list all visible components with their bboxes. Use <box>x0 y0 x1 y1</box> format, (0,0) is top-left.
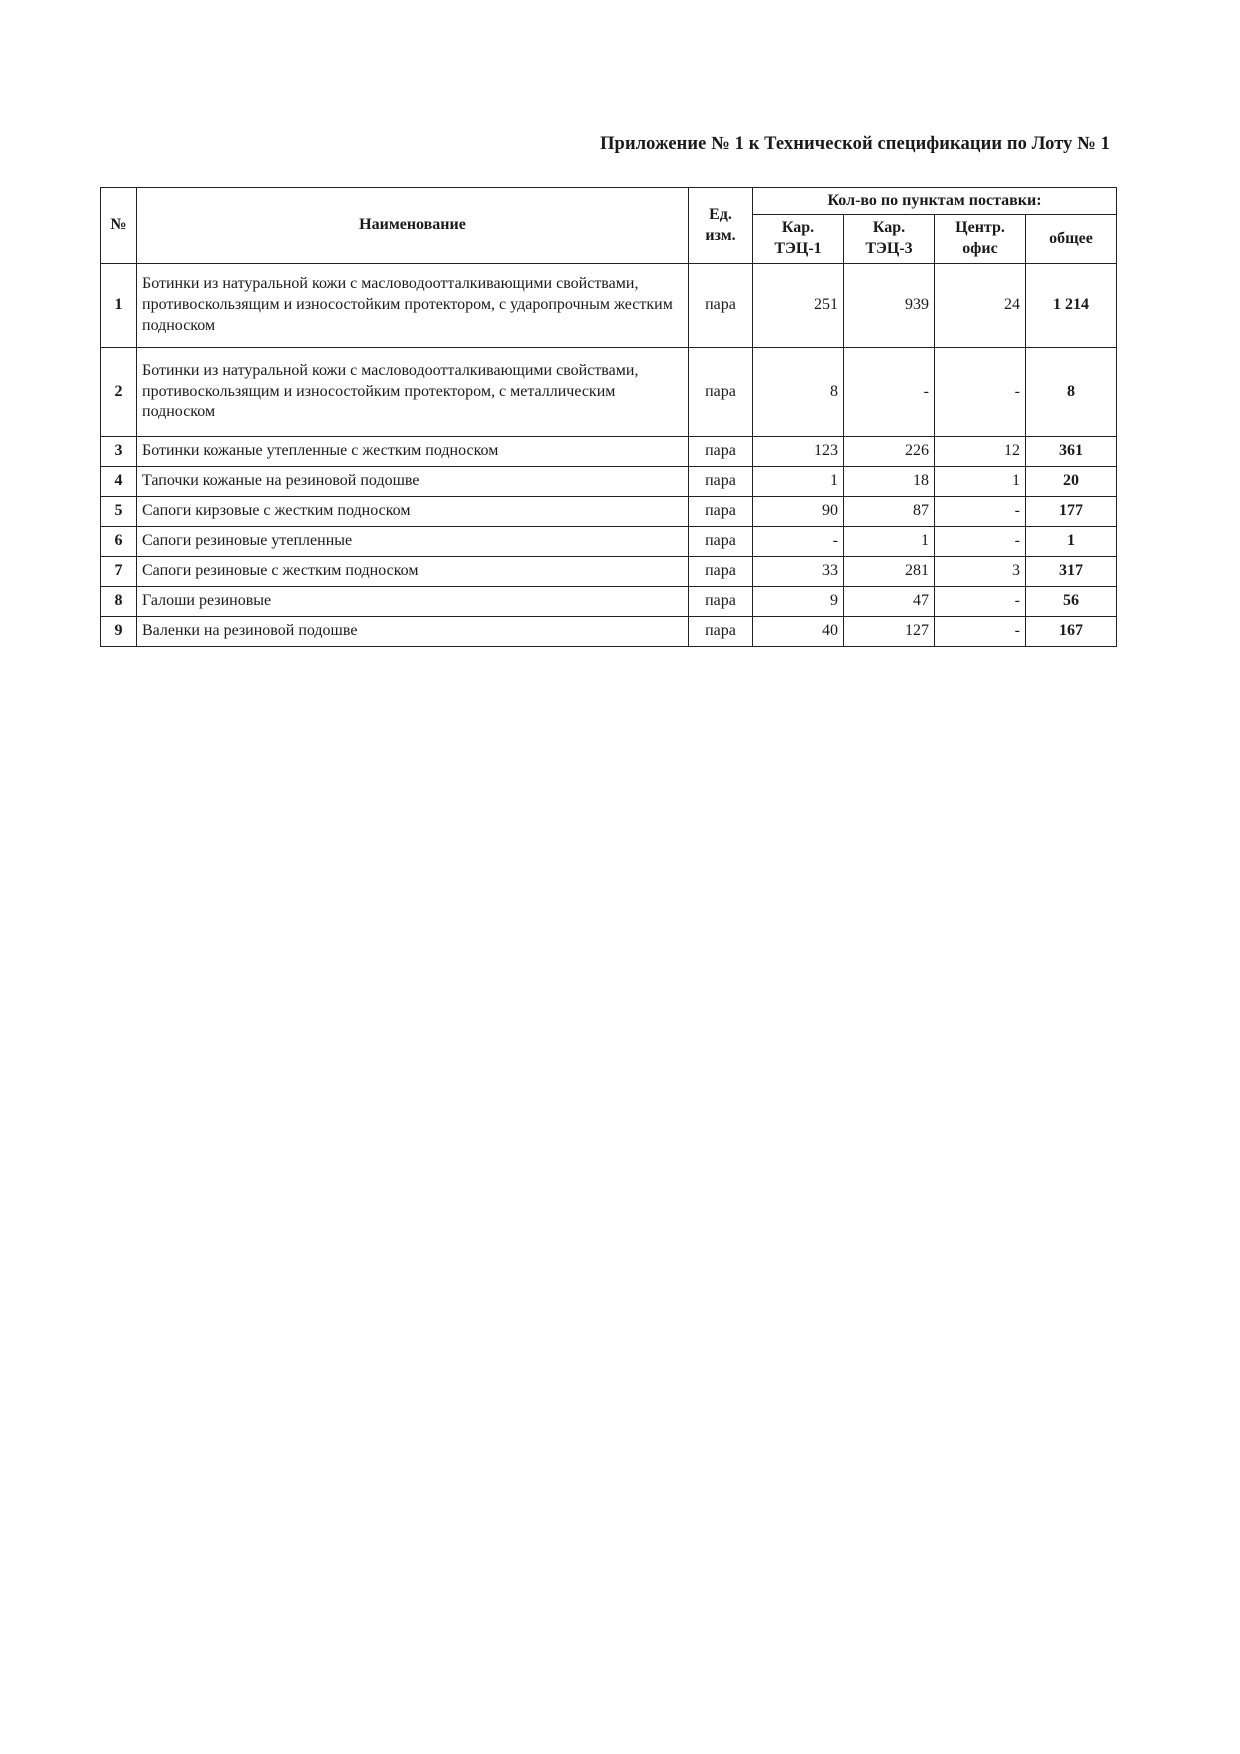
header-q3: Центр. офис <box>935 215 1026 264</box>
table-row <box>101 497 1117 527</box>
row-name: Тапочки кожаные на резиновой подошве <box>137 467 689 497</box>
row-q1: 90 <box>753 497 844 527</box>
row-name: Ботинки из натуральной кожи с масловодоотталкивающими свойствами, противоскользящим и износостойким протектором, с металлическим подноском <box>137 348 689 437</box>
table-row <box>101 557 1117 587</box>
row-unit: пара <box>689 557 753 587</box>
row-name: Ботинки из натуральной кожи с масловодоотталкивающими свойствами, противоскользящим и износостойким протектором, с ударопрочным жестким подноском <box>137 264 689 348</box>
row-q3: - <box>935 587 1026 617</box>
row-unit: пара <box>689 467 753 497</box>
row-total: 8 <box>1026 348 1117 437</box>
row-q3: 1 <box>935 467 1026 497</box>
row-num: 7 <box>101 557 137 587</box>
row-q1: 1 <box>753 467 844 497</box>
header-quantity-group: Кол-во по пунктам поставки: <box>753 188 1117 215</box>
table-row <box>101 617 1117 647</box>
row-q3: - <box>935 497 1026 527</box>
row-q2: 1 <box>844 527 935 557</box>
row-unit: пара <box>689 348 753 437</box>
table-row <box>101 467 1117 497</box>
row-total: 167 <box>1026 617 1117 647</box>
row-name: Сапоги резиновые с жестким подноском <box>137 557 689 587</box>
row-total: 177 <box>1026 497 1117 527</box>
row-q1: - <box>753 527 844 557</box>
row-total: 20 <box>1026 467 1117 497</box>
row-q3: 3 <box>935 557 1026 587</box>
row-q3: - <box>935 617 1026 647</box>
row-num: 2 <box>101 348 137 437</box>
row-unit: пара <box>689 437 753 467</box>
row-q2: - <box>844 348 935 437</box>
table-row <box>101 264 1117 348</box>
table-header-row <box>101 188 1117 215</box>
header-name: Наименование <box>137 188 689 264</box>
row-q1: 9 <box>753 587 844 617</box>
header-q1: Кар. ТЭЦ-1 <box>753 215 844 264</box>
row-q2: 939 <box>844 264 935 348</box>
row-q1: 8 <box>753 348 844 437</box>
row-q1: 33 <box>753 557 844 587</box>
row-total: 317 <box>1026 557 1117 587</box>
row-num: 9 <box>101 617 137 647</box>
row-total: 56 <box>1026 587 1117 617</box>
row-num: 3 <box>101 437 137 467</box>
row-total: 1 214 <box>1026 264 1117 348</box>
row-unit: пара <box>689 264 753 348</box>
table-row <box>101 587 1117 617</box>
row-num: 6 <box>101 527 137 557</box>
row-q2: 47 <box>844 587 935 617</box>
row-q2: 87 <box>844 497 935 527</box>
row-q2: 226 <box>844 437 935 467</box>
row-num: 4 <box>101 467 137 497</box>
row-name: Сапоги кирзовые с жестким подноском <box>137 497 689 527</box>
row-num: 1 <box>101 264 137 348</box>
row-name: Ботинки кожаные утепленные с жестким подноском <box>137 437 689 467</box>
row-q2: 18 <box>844 467 935 497</box>
row-q2: 281 <box>844 557 935 587</box>
row-q3: - <box>935 527 1026 557</box>
row-name: Галоши резиновые <box>137 587 689 617</box>
row-unit: пара <box>689 527 753 557</box>
row-total: 1 <box>1026 527 1117 557</box>
row-q1: 123 <box>753 437 844 467</box>
row-q1: 251 <box>753 264 844 348</box>
row-num: 8 <box>101 587 137 617</box>
row-unit: пара <box>689 617 753 647</box>
specification-table <box>100 187 1117 647</box>
header-unit: Ед. изм. <box>689 188 753 264</box>
row-q3: 12 <box>935 437 1026 467</box>
row-total: 361 <box>1026 437 1117 467</box>
row-num: 5 <box>101 497 137 527</box>
table-row <box>101 527 1117 557</box>
row-q3: - <box>935 348 1026 437</box>
row-name: Сапоги резиновые утепленные <box>137 527 689 557</box>
row-unit: пара <box>689 497 753 527</box>
table-row <box>101 437 1117 467</box>
row-q3: 24 <box>935 264 1026 348</box>
table-row <box>101 348 1117 437</box>
header-q2: Кар. ТЭЦ-3 <box>844 215 935 264</box>
row-unit: пара <box>689 587 753 617</box>
header-total: общее <box>1026 215 1117 264</box>
row-q1: 40 <box>753 617 844 647</box>
row-name: Валенки на резиновой подошве <box>137 617 689 647</box>
page-title: Приложение № 1 к Технической спецификации по Лоту № 1 <box>600 134 1110 154</box>
row-q2: 127 <box>844 617 935 647</box>
header-num: № <box>101 188 137 264</box>
